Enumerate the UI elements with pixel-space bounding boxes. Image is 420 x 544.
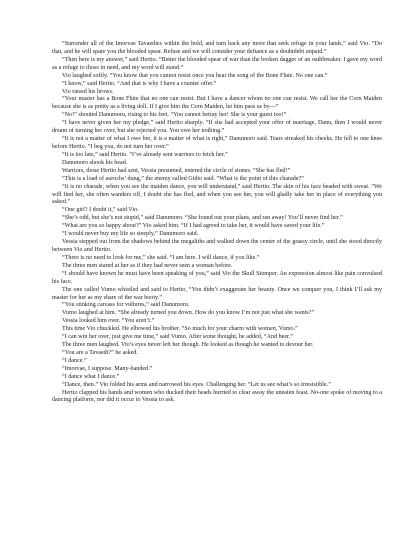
book-page <box>52 41 382 405</box>
paragraph: “I have never given her my pledge,” said Hertio sharply. “If she had accepted your offer of marriage, Danu, then I would never dream of turning her over, but she rejected you. You owe her nothing.” <box>52 120 382 135</box>
paragraph: The one called Vumo whistled and said to Hertio, “You didn’t exaggerate her beauty. Once we conquer you, I think I’ll ask my master for her as my share of the war booty.” <box>52 286 382 301</box>
paragraph: Vessia looked him over. “You aren’t.” <box>62 318 155 325</box>
paragraph: “This is a load of aurochs’ dung,” the enemy called Gidio said. “What is the point of this charade?” <box>62 175 304 182</box>
paragraph: Vessia stepped out from the shadows behind the megaliths and walked down the center of the grassy circle, until she stood directly between Vio and Hertio. <box>52 239 382 253</box>
paragraph: Vumo laughed at him. “She already turned you down. How do you know I’m not just what she wants?” <box>62 310 315 317</box>
paragraph: “I would never buy my life so steeply,” Danumoro said. <box>62 231 199 238</box>
paragraph: The three men stared at her as if they had never seen a woman before. <box>62 262 233 269</box>
paragraph: Warriors, those Hertio had sent, Vessia presumed, entered the circle of stones. “She has fled!” <box>62 167 291 174</box>
paragraph: “Your master has a Bone Flute that no one can resist. But I have a dancer whom no one can resist. We call her the Corn Maiden because she is as pretty as a living doll. If I give him the Corn Maiden, let him pass us by—” <box>52 96 382 111</box>
paragraph: The three men laughed. Vio’s eyes never left her though. He looked as though he wanted to devour her. <box>62 342 314 349</box>
paragraph: “There is no need to look for me,” she said. “I am here. I will dance, if you like.” <box>62 254 260 261</box>
paragraph: Vio laughed softly. “You know that you cannot resist once you hear the song of the Bone Flute. No one can.” <box>62 72 328 79</box>
paragraph: “Then here is my answer,” said Hertio. “Better the blooded spear of war than the broken dagger of an oathbreaker. I gave my word as a refuge to those in need, and my word will stand.” <box>52 56 382 71</box>
paragraph: “She’s odd, but she’s not stupid,” said Danumoro. “She found out your plans, and ran away! You’ll never find her.” <box>62 215 343 222</box>
paragraph: “I dance what I dance.” <box>62 373 120 380</box>
paragraph: “You stinking carcass for vultures,” said Danumoru. <box>62 302 190 309</box>
paragraph: “I know,” said Hertio. “And that is why I have a counter offer.” <box>62 80 217 87</box>
paragraph: “It is not a matter of what I owe her, it is a matter of what is right,” Danumoro said. Tears streaked his cheeks. He fell to one knee before Hertio. “I beg you, do not turn her over.” <box>52 136 382 150</box>
paragraph: “I should have known he must have been speaking of you,” said Vio the Skull Stomper. An expression almost like pain convulsed his face. <box>52 270 382 285</box>
paragraph: “I dance.” <box>62 357 87 364</box>
paragraph: “It is no charade, when you see the maiden dance, you will understand,” said Hertio. The skin of his face beaded with sweat. “We will find her, she often wanders off, I doubt she has fled, and when you see her, you will gladly take her in place of everything you asked.” <box>52 183 382 206</box>
paragraph: “Surrender all of the Imorvae Tavaedies within the hold, and turn back any more that seek refuge in your lands,” said Vio. “Do that, and he will spare you the blooded spear. Refuse and we will consider your defiance as a doubtdebt unpaid.” <box>52 41 382 55</box>
paragraph: Danumoro shook his head. <box>62 159 128 166</box>
paragraph: “It is too late,” said Hertio. “I’ve already sent warriors to fetch her.” <box>62 151 228 158</box>
paragraph: “I can win her over, just give me time,” said Vumo. After some thought, he added, “And beer.” <box>62 334 293 341</box>
paragraph: Vio raised his brows. <box>62 88 114 95</box>
paragraph: “One girl? I doubt it,” said Vio. <box>62 207 139 214</box>
paragraph: “What are you so happy about?” Vio asked him. “If I had agreed to take her, it would have saved your life.” <box>62 223 325 230</box>
paragraph: “Dance, then.” Vio folded his arms and narrowed his eyes. Challenging her. “Let us see what’s so irresistible.” <box>62 381 331 388</box>
paragraph: “You are a Tavaedi?” he asked. <box>62 349 138 356</box>
paragraph: “No!” shouted Danumoru, rising to his feet. “You cannot betray her! She is your guest too!” <box>62 112 287 119</box>
paragraph: Hertio clapped his hands and women who ducked their heads hurried to clear away the uneaten feast. No-one spoke of moving to a dancing platform, nor did it occur to Vessia to ask. <box>52 389 382 404</box>
paragraph: “Imorvae, I suppose. Many-banded.” <box>62 365 153 372</box>
paragraph: This time Vio chuckled. He elbowed his brother. “So much for your charm with women, Vumo.” <box>62 326 298 333</box>
